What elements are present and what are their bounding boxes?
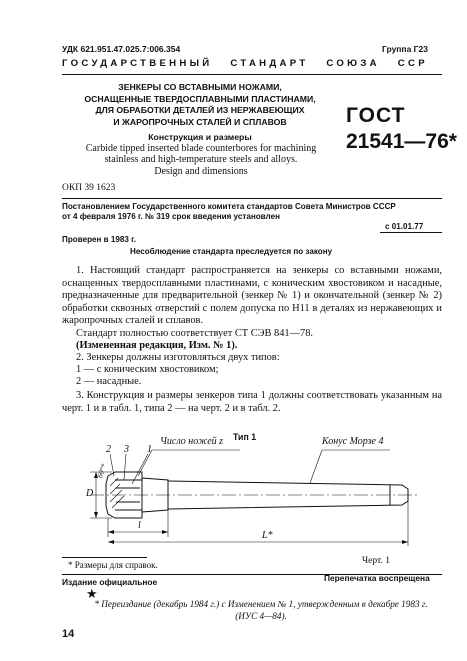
title-line-1: ЗЕНКЕРЫ СО ВСТАВНЫМИ НОЖАМИ, (118, 82, 282, 92)
figure-footnote-rule (62, 557, 147, 558)
paragraph-1: 1. Настоящий стандарт распространяется на зенкеры со вставными ножами, оснащенных твердосплавными пластинами, с коническим хвостовиком и насадные, предназначенные для предварительной (зенкер № 1) и окончательной (зенкер № 2) обработки сквозных отверстий с полем допуска по Н11 в деталях из нержавеющих и жаропрочных сталей и сплавов. (62, 265, 442, 327)
state-standard-banner: ГОСУДАРСТВЕННЫЙ СТАНДАРТ СОЮЗА ССР (62, 58, 428, 69)
leader-cone-slant (310, 450, 322, 483)
teeth-count-label: Число ножей z (160, 436, 224, 447)
title-rule (62, 198, 442, 199)
group-code: Группа Г23 (382, 44, 428, 54)
paragraph-1-sev: Стандарт полностью соответствует СТ СЭВ 841—78. (76, 328, 314, 339)
type-1-item: 1 — с коническим хвостовиком; (76, 364, 219, 375)
title-ru (70, 82, 330, 128)
type-2-item: 2 — насадные. (76, 376, 142, 387)
leader-2 (110, 454, 114, 476)
star-icon: ★ (86, 586, 98, 601)
figure-caption: Черт. 1 (362, 556, 390, 566)
subtitle-ru: Конструкция и размеры (148, 132, 252, 142)
morse-cone-label: Конус Морзе 4 (322, 436, 384, 447)
title-line-2: ОСНАЩЕННЫЕ ТВЕРДОСПЛАВНЫМИ ПЛАСТИНАМИ, (84, 93, 316, 104)
leader-3 (124, 454, 126, 480)
title-en-line-3: Design and dimensions (154, 165, 248, 177)
callout-1: 1 (147, 444, 152, 455)
head-hatch (110, 478, 124, 508)
callout-3: 3 (124, 444, 129, 455)
dim-l-arrow-left (108, 530, 114, 534)
reprint-prohibited: Перепечатка воспрещена (324, 573, 430, 583)
official-edition: Издание официальное (62, 577, 158, 587)
title-line-3: ДЛЯ ОБРАБОТКИ ДЕТАЛЕЙ ИЗ НЕРЖАВЕЮЩИХ (95, 105, 305, 115)
callout-2: 2 (106, 444, 111, 455)
dim-l-label: l (138, 520, 141, 531)
decree-line-1: Постановлением Государственного комитета стандартов Совета Министров СССР (62, 202, 396, 211)
gost-label: ГОСТ (346, 104, 406, 127)
angle-label: 60°* (95, 462, 109, 480)
paragraph-2: 2. Зенкеры должны изготовляться двух типов: (76, 352, 280, 363)
dim-big-l-arrow-right (402, 540, 408, 544)
dim-d-label: D (86, 488, 94, 499)
header-rule (62, 74, 442, 75)
paragraph-3: 3. Конструкция и размеры зенкеров типа 1 должны соответствовать указанным на черт. 1 и в табл. 1, типа 2 — на черт. 2 и в табл. 2. (62, 390, 442, 414)
title-en-line-1: Carbide tipped inserted blade counterbores for machining (85, 143, 317, 154)
date-rule (380, 232, 442, 233)
checked-year: Проверен в 1983 г. (62, 235, 136, 244)
udk-code: УДК 621.951.47.025.7:006.354 (62, 44, 181, 54)
paragraph-1-amendment: (Измененная редакция, Изм. № 1). (76, 340, 238, 351)
dim-l-arrow-right (162, 530, 168, 534)
okp-code: ОКП 39 1623 (62, 183, 116, 193)
title-line-4: И ЖАРОПРОЧНЫХ СТАЛЕЙ И СПЛАВОВ (113, 116, 287, 127)
gost-number: 21541—76* (346, 130, 457, 153)
dim-big-l-label: L* (262, 530, 273, 541)
title-en (60, 143, 342, 177)
figure-type-label: Тип 1 (233, 432, 257, 442)
dim-d-arrow-bottom (94, 512, 98, 518)
page-number: 14 (62, 628, 75, 640)
counterbore-drawing (60, 440, 440, 550)
legal-warning: Несоблюдение стандарта преследуется по закону (130, 247, 333, 256)
dim-big-l-arrow-left (108, 540, 114, 544)
title-en-line-2: stainless and high-temperature steels and alloys. (104, 154, 298, 166)
figure-footnote: * Размеры для справок. (68, 560, 158, 570)
decree-line-2: от 4 февраля 1976 г. № 319 срок введения установлен (62, 212, 280, 221)
decree-date: с 01.01.77 (385, 222, 424, 231)
reissue-note: * Переиздание (декабрь 1984 г.) с Изменением № 1, утвержденным в декабре 1983 г. (ИУС 4—84). (94, 599, 428, 621)
